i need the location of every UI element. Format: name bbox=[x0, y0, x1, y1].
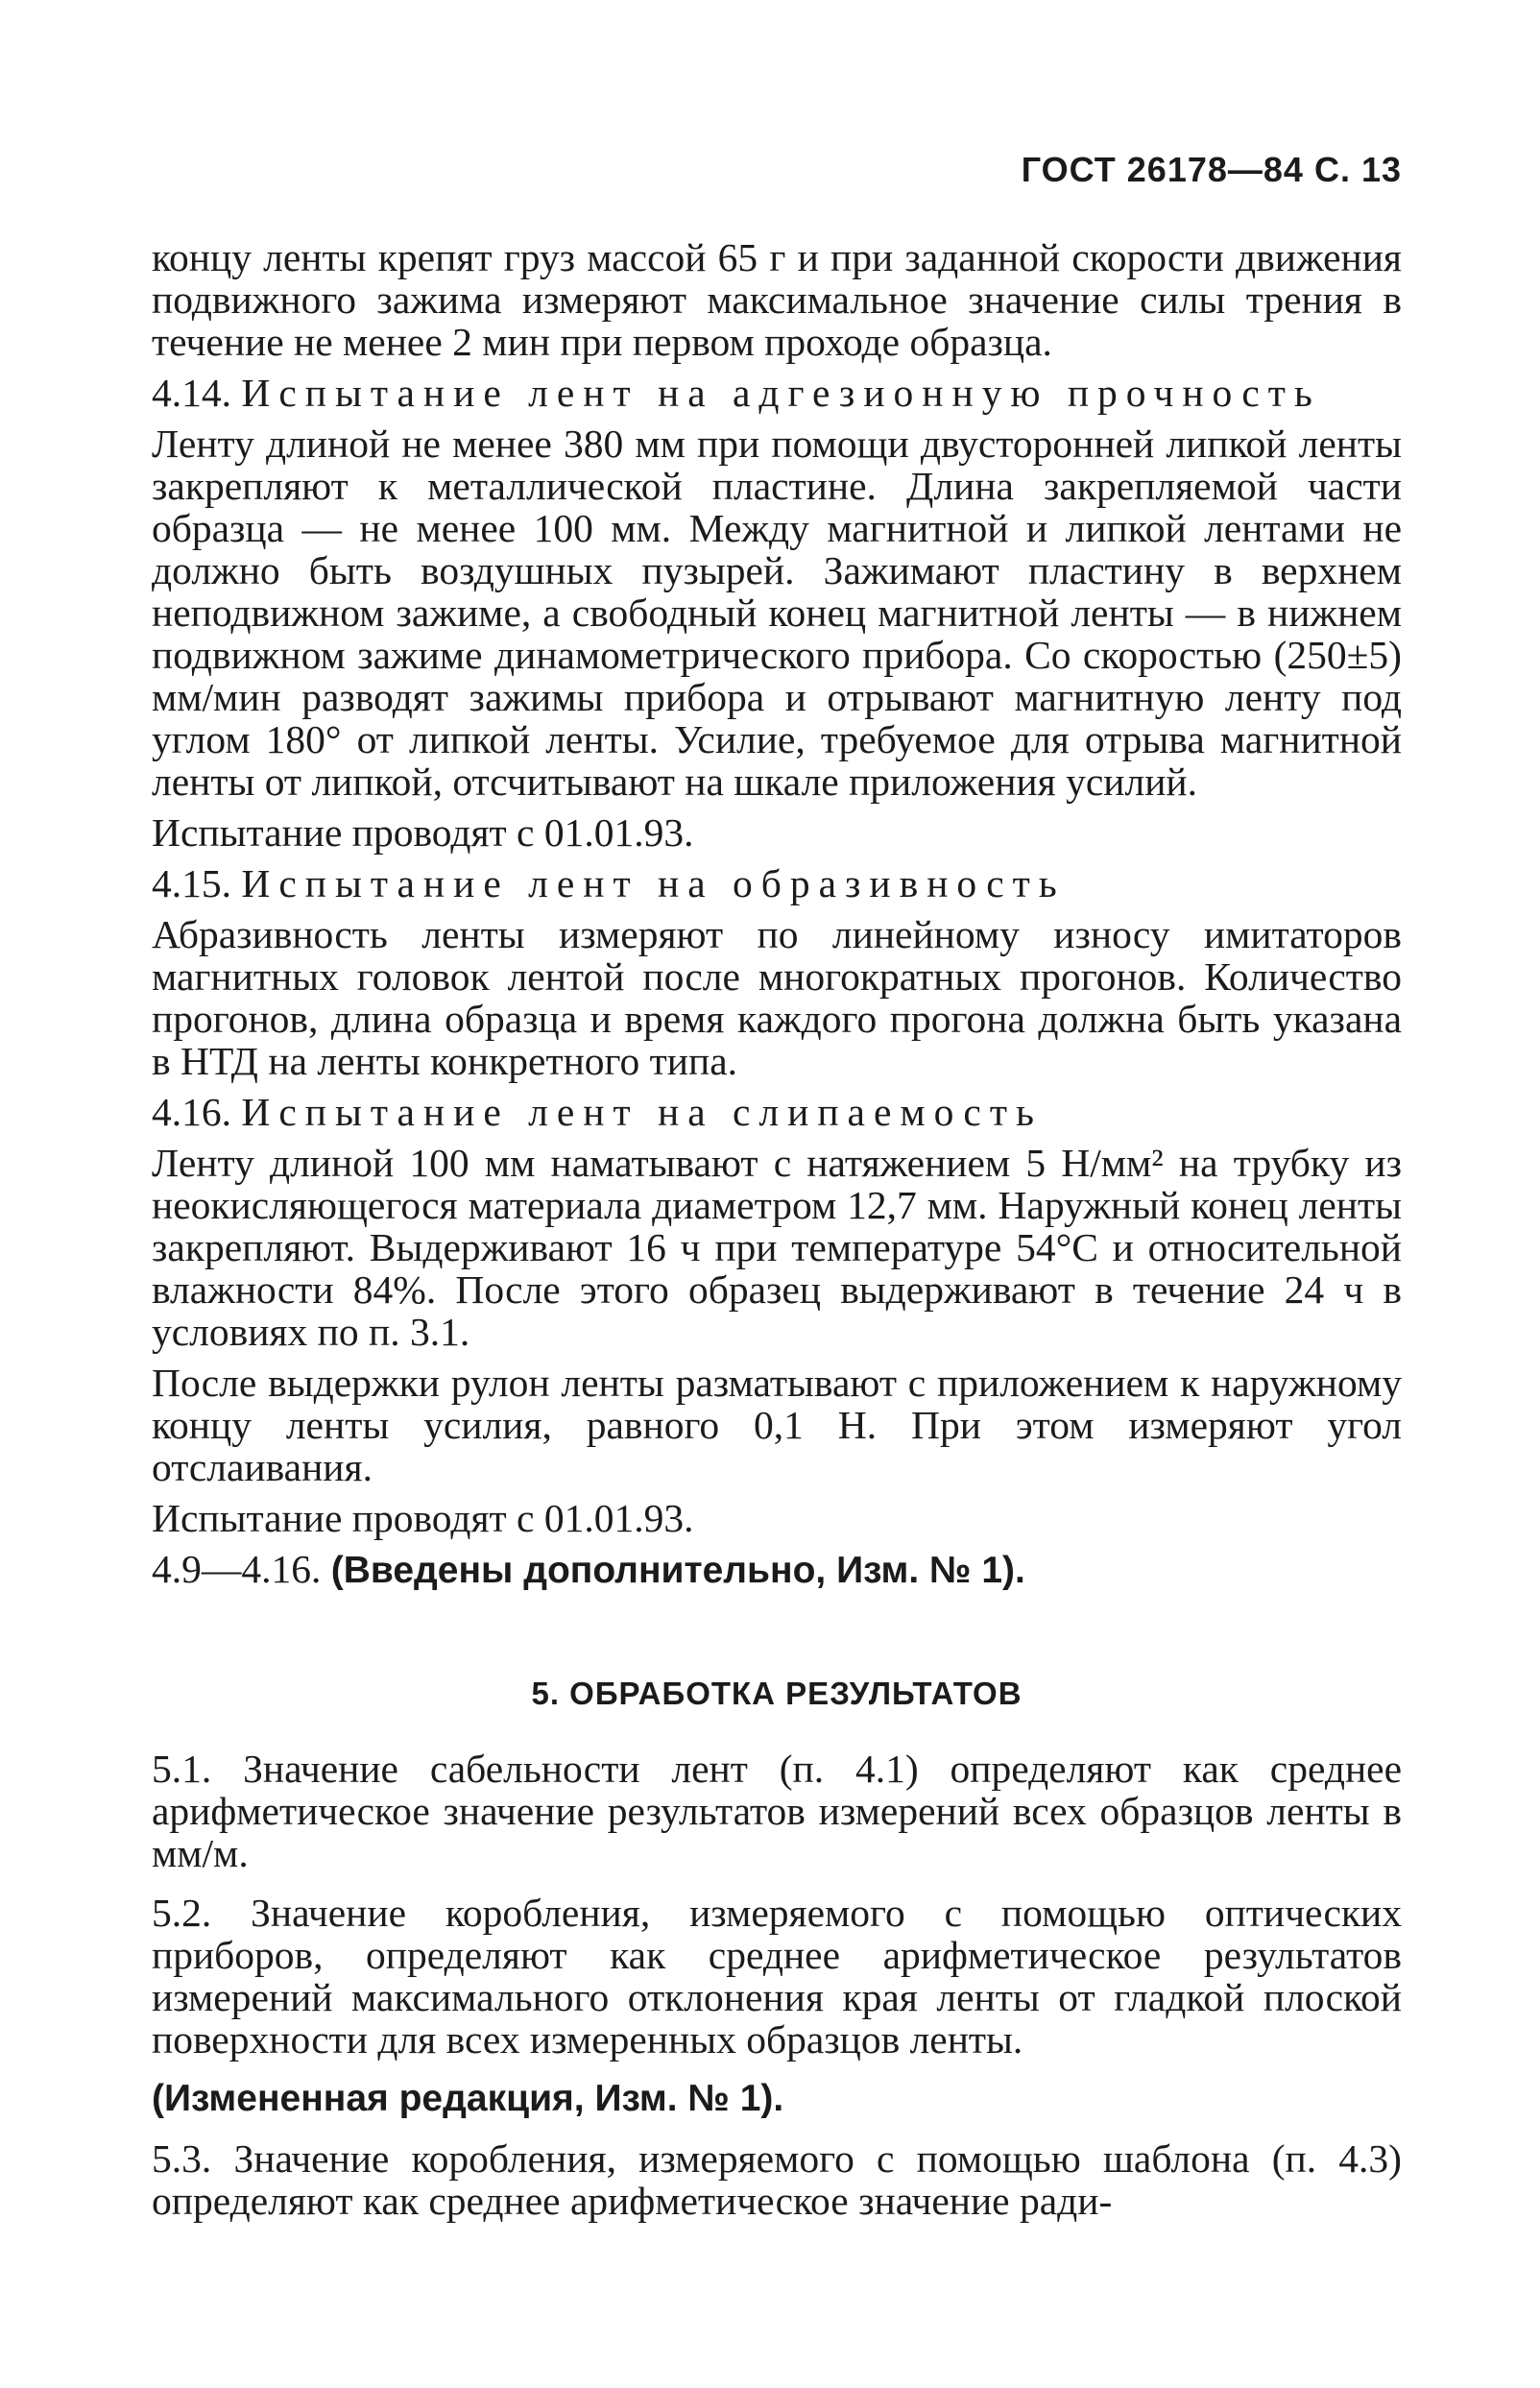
clause-5-2: 5.2. Значение коробления, измеряемого с помощью оптических приборов, определяют как среднее арифметическое результатов измерений максимального отклонения края ленты от гладкой плоской поверхности для всех измеренных образцов ленты. bbox=[152, 1891, 1402, 2062]
page-number: С. 13 bbox=[1313, 150, 1402, 189]
clause-4-16-body-2: После выдержки рулон ленты разматывают с приложением к наружному концу ленты усилия, равного 0,1 Н. При этом измеряют угол отслаивания. bbox=[152, 1361, 1402, 1489]
clause-4-16-body: Ленту длиной 100 мм наматывают с натяжением 5 Н/мм² на трубку из неокисляющегося материала диаметром 12,7 мм. Наружный конец ленты закрепляют. Выдерживают 16 ч при температуре 54°С и относительной влажности 84%. После этого образец выдерживают в течение 24 ч в условиях по п. 3.1. bbox=[152, 1141, 1402, 1354]
clause-title: Испытание лент на образивность bbox=[241, 861, 1066, 905]
clause-4-15-heading bbox=[152, 862, 1402, 905]
amendment-note-1 bbox=[152, 1548, 1402, 1592]
clause-4-16-heading bbox=[152, 1091, 1402, 1133]
clause-4-14-heading bbox=[152, 372, 1402, 414]
continued-paragraph: концу ленты крепят груз массой 65 г и при заданной скорости движения подвижного зажима измеряют максимальное значение силы трения в течение не менее 2 мин при первом проходе образца. bbox=[152, 235, 1402, 364]
clause-number: 4.16. bbox=[152, 1090, 231, 1134]
section-5-title: 5. ОБРАБОТКА РЕЗУЛЬТАТОВ bbox=[531, 1676, 1023, 1711]
clause-4-14-date: Испытание проводят с 01.01.93. bbox=[152, 810, 694, 855]
document-body bbox=[152, 144, 1402, 2222]
clause-title: Испытание лент на слипаемость bbox=[241, 1090, 1043, 1134]
amendment-text: (Введены дополнительно, Изм. № 1). bbox=[330, 1550, 1025, 1591]
clause-title: Испытание лент на адгезионную прочность bbox=[241, 371, 1321, 415]
clause-4-16-date: Испытание проводят с 01.01.93. bbox=[152, 1496, 694, 1540]
amendment-note-2: (Измененная редакция, Изм. № 1). bbox=[152, 2078, 784, 2119]
clause-5-1: 5.1. Значение сабельности лент (п. 4.1) определяют как среднее арифметическое значение результатов измерений всех образцов ленты в мм/м. bbox=[152, 1747, 1402, 1875]
clause-4-15-body: Абразивность ленты измеряют по линейному износу имитаторов магнитных головок лентой после многократных прогонов. Количество прогонов, длина образца и время каждого прогона должна быть указана в НТД на ленты конкретного типа. bbox=[152, 912, 1402, 1083]
standard-code: ГОСТ 26178—84 bbox=[1021, 150, 1304, 189]
clause-5-3: 5.3. Значение коробления, измеряемого с помощью шаблона (п. 4.3) определяют как среднее арифметическое значение ради- bbox=[152, 2136, 1402, 2223]
amendment-range: 4.9—4.16. bbox=[152, 1547, 322, 1591]
clause-4-14-body: Ленту длиной не менее 380 мм при помощи двусторонней липкой ленты закрепляют к металлической пластине. Длина закрепляемой части образца — не менее 100 мм. Между магнитной и липкой лентами не должно быть воздушных пузырей. Зажимают пластину в верхнем неподвижном зажиме, а свободный конец магнитной ленты — в нижнем подвижном зажиме динамометрического прибора. Со скоростью (250±5) мм/мин разводят зажимы прибора и отрывают магнитную ленту под углом 180° от липкой ленты. Усилие, требуемое для отрыва магнитной ленты от липкой, отсчитывают на шкале приложения усилий. bbox=[152, 422, 1402, 804]
clause-number: 4.15. bbox=[152, 861, 231, 905]
clause-number: 4.14. bbox=[152, 371, 231, 415]
